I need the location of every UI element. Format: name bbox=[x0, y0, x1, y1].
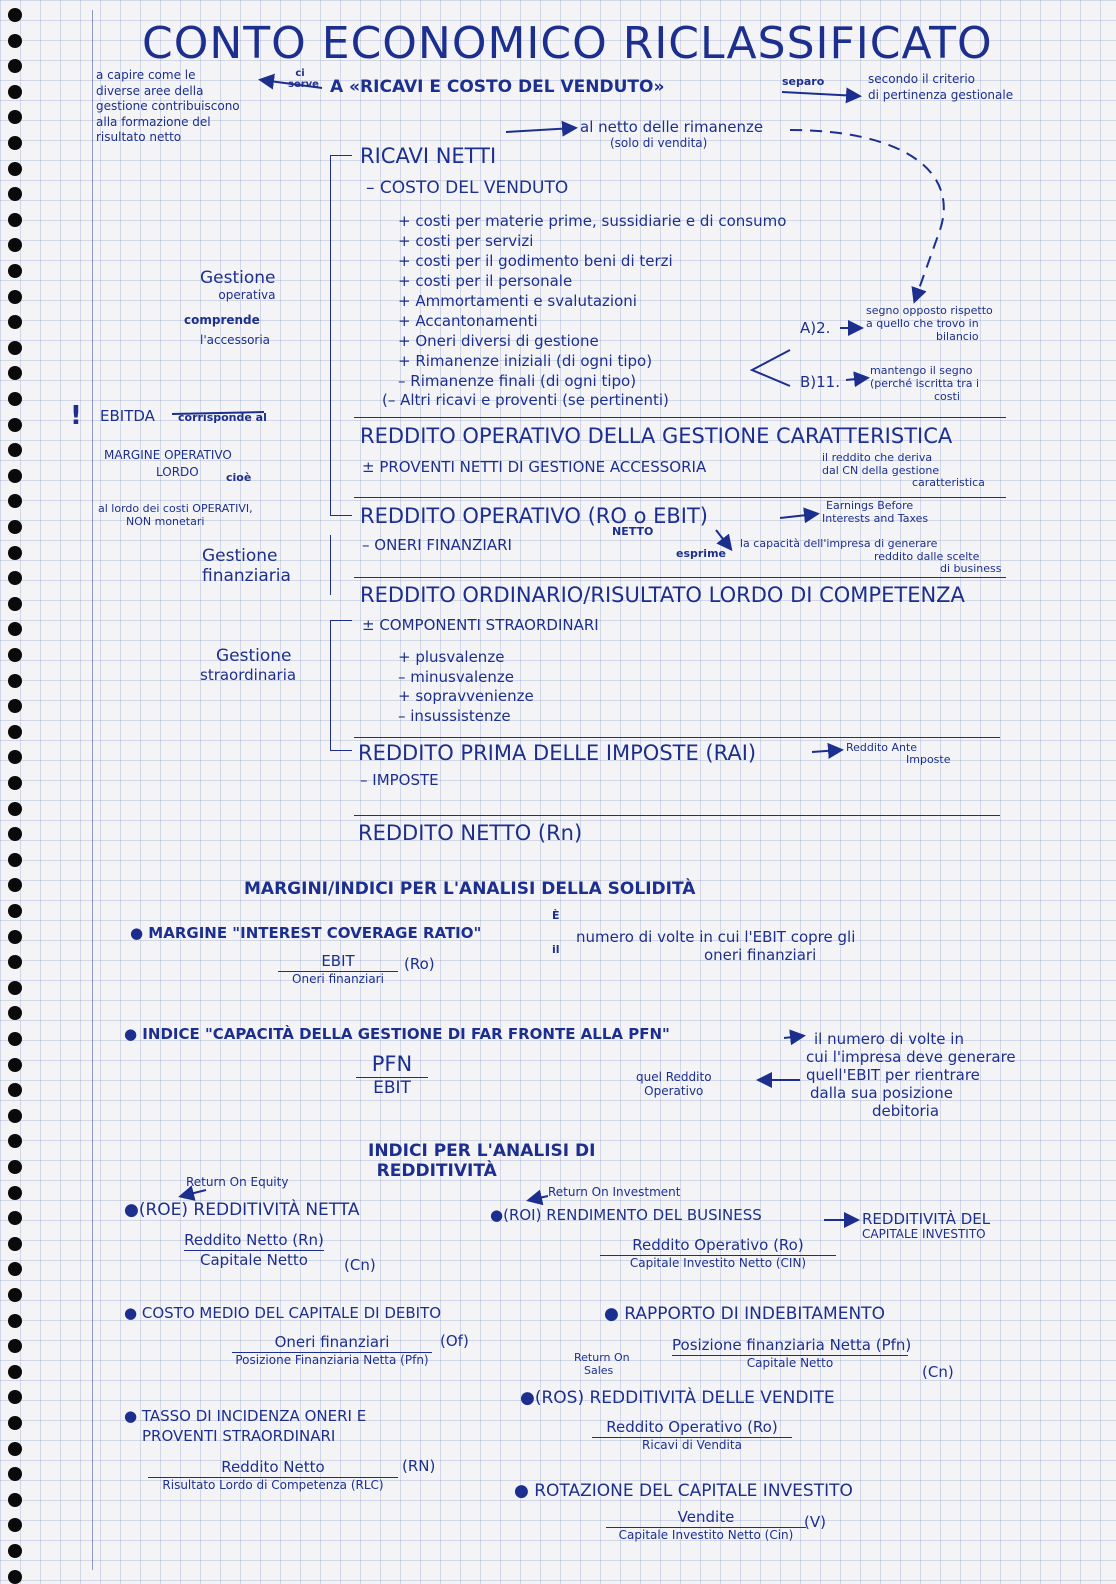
proventi-accessoria: ± PROVENTI NETTI DI GESTIONE ACCESSORIA bbox=[362, 458, 707, 476]
ebit-note: Earnings Before Interests and Taxes bbox=[822, 499, 929, 525]
list-item: + Oneri diversi di gestione bbox=[398, 331, 599, 350]
list-item: + plusvalenze bbox=[398, 648, 505, 666]
list-item: – Rimanenze finali (di ogni tipo) bbox=[398, 371, 637, 390]
rai-note: Reddito Ante Imposte bbox=[846, 741, 951, 767]
icr-abbr: (Ro) bbox=[404, 955, 435, 973]
roe-fraction: Reddito Netto (Rn) Capitale Netto bbox=[184, 1231, 324, 1269]
arrow-intro-left bbox=[262, 80, 322, 88]
exclamation-icon: ! bbox=[70, 401, 82, 431]
list-item: + Rimanenze iniziali (di ogni tipo) bbox=[398, 351, 653, 370]
page-title: CONTO ECONOMICO RICLASSIFICATO bbox=[142, 18, 993, 69]
reddito-prima-imposte: REDDITO PRIMA DELLE IMPOSTE (RAI) bbox=[358, 741, 757, 765]
roe-label: ●(ROE) REDDITIVITÀ NETTA bbox=[124, 1200, 360, 1220]
reddito-netto: REDDITO NETTO (Rn) bbox=[358, 821, 583, 845]
arrow-intro-right bbox=[782, 92, 858, 96]
rotazione-fraction: Vendite Capitale Investito Netto (Cin) bbox=[606, 1508, 806, 1542]
reddito-ordinario: REDDITO ORDINARIO/RISULTATO LORDO DI COMPETENZA bbox=[360, 583, 965, 607]
ro-caratt-note: il reddito che deriva dal CN della gestione caratteristica bbox=[822, 451, 985, 490]
pfn-fraction: PFN EBIT bbox=[356, 1052, 428, 1098]
intro-right-note: secondo il criterio di pertinenza gestionale bbox=[868, 72, 1014, 102]
al-lordo-note: al lordo dei costi OPERATIVI, NON monetari bbox=[98, 502, 253, 529]
separo-note: separo bbox=[782, 75, 825, 88]
indebitamento-abbr: (Cn) bbox=[922, 1363, 954, 1381]
intro-main: A «RICAVI E COSTO DEL VENDUTO» bbox=[330, 77, 665, 97]
arrow-b11-note bbox=[846, 378, 866, 380]
list-item: + Ammortamenti e svalutazioni bbox=[398, 291, 637, 310]
arrow-rimanenze-bracket bbox=[752, 350, 790, 386]
solidita-heading: MARGINI/INDICI PER L'ANALISI DELLA SOLIDITÀ bbox=[244, 879, 696, 899]
redditivita-heading: INDICI PER L'ANALISI DI REDDITIVITÀ bbox=[368, 1141, 596, 1181]
gestione-straordinaria: Gestione straordinaria bbox=[200, 646, 297, 685]
pfn-reddito-note: quel Reddito Operativo bbox=[636, 1070, 712, 1099]
imposte: – IMPOSTE bbox=[360, 771, 439, 789]
componenti-straordinari: ± COMPONENTI STRAORDINARI bbox=[362, 616, 599, 634]
reddito-operativo: REDDITO OPERATIVO (RO o EBIT) bbox=[360, 504, 708, 528]
roi-note: REDDITIVITÀ DEL CAPITALE INVESTITO bbox=[862, 1210, 991, 1242]
underline-corrisponde bbox=[172, 412, 264, 414]
ro-caratteristica: REDDITO OPERATIVO DELLA GESTIONE CARATTERISTICA bbox=[360, 424, 953, 448]
oneri-finanziari: – ONERI FINANZIARI bbox=[362, 536, 512, 554]
esprime-desc: la capacità dell'impresa di generare reddito dalle scelte di business bbox=[740, 537, 1002, 576]
indebitamento-fraction: Posizione finanziaria Netta (Pfn) Capitale Netto bbox=[672, 1336, 912, 1370]
costo-medio-label: ● COSTO MEDIO DEL CAPITALE DI DEBITO bbox=[124, 1304, 442, 1322]
dashed-arrow-a2 bbox=[790, 130, 944, 300]
gestione-finanziaria: Gestione finanziaria bbox=[202, 546, 291, 587]
ros-label: ●(ROS) REDDITIVITÀ DELLE VENDITE bbox=[520, 1388, 835, 1408]
margine-label: MARGINE OPERATIVO LORDO bbox=[104, 448, 232, 479]
rimanenze-note: al netto delle rimanenze (solo di vendita) bbox=[580, 118, 764, 150]
icr-di: il bbox=[552, 943, 560, 956]
arrow-roi-sub bbox=[530, 1196, 548, 1200]
roi-sub: Return On Investment bbox=[548, 1185, 681, 1199]
rotazione-abbr: (V) bbox=[804, 1513, 826, 1531]
list-item: + costi per materie prime, sussidiarie e di consumo bbox=[398, 212, 787, 230]
list-item: + costi per il godimento beni di terzi bbox=[398, 251, 673, 270]
ci-serve-note: ci serve bbox=[288, 68, 319, 90]
list-item: + sopravvenienze bbox=[398, 687, 534, 705]
costo-medio-abbr: (Of) bbox=[440, 1332, 469, 1350]
tasso-abbr: (RN) bbox=[402, 1457, 436, 1475]
indebitamento-label: ● RAPPORTO DI INDEBITAMENTO bbox=[604, 1304, 885, 1324]
list-item: – minusvalenze bbox=[398, 667, 514, 686]
ros-sub: Return On Sales bbox=[574, 1351, 630, 1377]
roe-abbr: (Cn) bbox=[344, 1256, 376, 1274]
roi-fraction: Reddito Operativo (Ro) Capitale Investito Netto (CIN) bbox=[600, 1236, 836, 1270]
arrow-ebit bbox=[780, 514, 816, 518]
ricavi-netti: RICAVI NETTI bbox=[360, 144, 497, 168]
roe-sub: Return On Equity bbox=[186, 1175, 289, 1189]
b11-label: B)11. bbox=[800, 373, 840, 391]
corrisponde-note: corrisponde al bbox=[178, 411, 267, 424]
ebitda-label: EBITDA bbox=[100, 407, 155, 425]
intro-left-note: a capire come le diverse aree della gestione contribuiscono alla formazione del risultato netto bbox=[96, 68, 240, 145]
arrow-roe-sub bbox=[182, 1190, 206, 1196]
arrow-rimanenze bbox=[506, 128, 574, 132]
esprime-note: esprime bbox=[676, 547, 726, 560]
accessoria-note: l'accessoria bbox=[200, 333, 271, 347]
rotazione-label: ● ROTAZIONE DEL CAPITALE INVESTITO bbox=[514, 1481, 853, 1501]
list-item: – insussistenze bbox=[398, 706, 511, 725]
a2-label: A)2. bbox=[800, 319, 831, 337]
pfn-label: ● INDICE "CAPACITÀ DELLA GESTIONE DI FAR FRONTE ALLA PFN" bbox=[124, 1025, 670, 1043]
arrow-rai bbox=[812, 750, 840, 752]
costo-medio-fraction: Oneri finanziari Posizione Finanziaria Netta (Pfn) bbox=[232, 1333, 432, 1367]
arrow-pfn-note bbox=[784, 1036, 802, 1038]
arrow-esprime bbox=[716, 530, 730, 548]
icr-label: ● MARGINE "INTEREST COVERAGE RATIO" bbox=[130, 924, 482, 942]
tasso-fraction: Reddito Netto Risultato Lordo di Competenza (RLC) bbox=[148, 1458, 398, 1492]
netto-note: NETTO bbox=[612, 525, 654, 538]
icr-e: È bbox=[552, 909, 560, 922]
roi-label: ●(ROI) RENDIMENTO DEL BUSINESS bbox=[490, 1206, 762, 1224]
icr-note: numero di volte in cui l'EBIT copre gli oneri finanziari bbox=[576, 928, 856, 964]
comprende-note: comprende bbox=[184, 313, 260, 327]
b11-note: mantengo il segno (perché iscritta tra i costi bbox=[870, 364, 980, 404]
costo-venduto: – COSTO DEL VENDUTO bbox=[366, 178, 569, 198]
list-item: + costi per il personale bbox=[398, 271, 573, 290]
gestione-operativa: Gestione operativa bbox=[200, 268, 276, 303]
icr-fraction: EBIT Oneri finanziari bbox=[278, 952, 398, 986]
pfn-note: il numero di volte in cui l'impresa deve generare quell'EBIT per rientrare dalla sua posizione debitoria bbox=[806, 1030, 1016, 1120]
cioe-note: cioè bbox=[226, 471, 252, 484]
list-item: + costi per servizi bbox=[398, 231, 534, 250]
list-item: (– Altri ricavi e proventi (se pertinenti) bbox=[382, 391, 669, 410]
ros-fraction: Reddito Operativo (Ro) Ricavi di Vendita bbox=[592, 1418, 792, 1452]
list-item: + Accantonamenti bbox=[398, 311, 538, 330]
a2-note: segno opposto rispetto a quello che trovo in bilancio bbox=[866, 304, 993, 344]
tasso-label: ● TASSO DI INCIDENZA ONERI E PROVENTI STRAORDINARI bbox=[124, 1407, 367, 1445]
